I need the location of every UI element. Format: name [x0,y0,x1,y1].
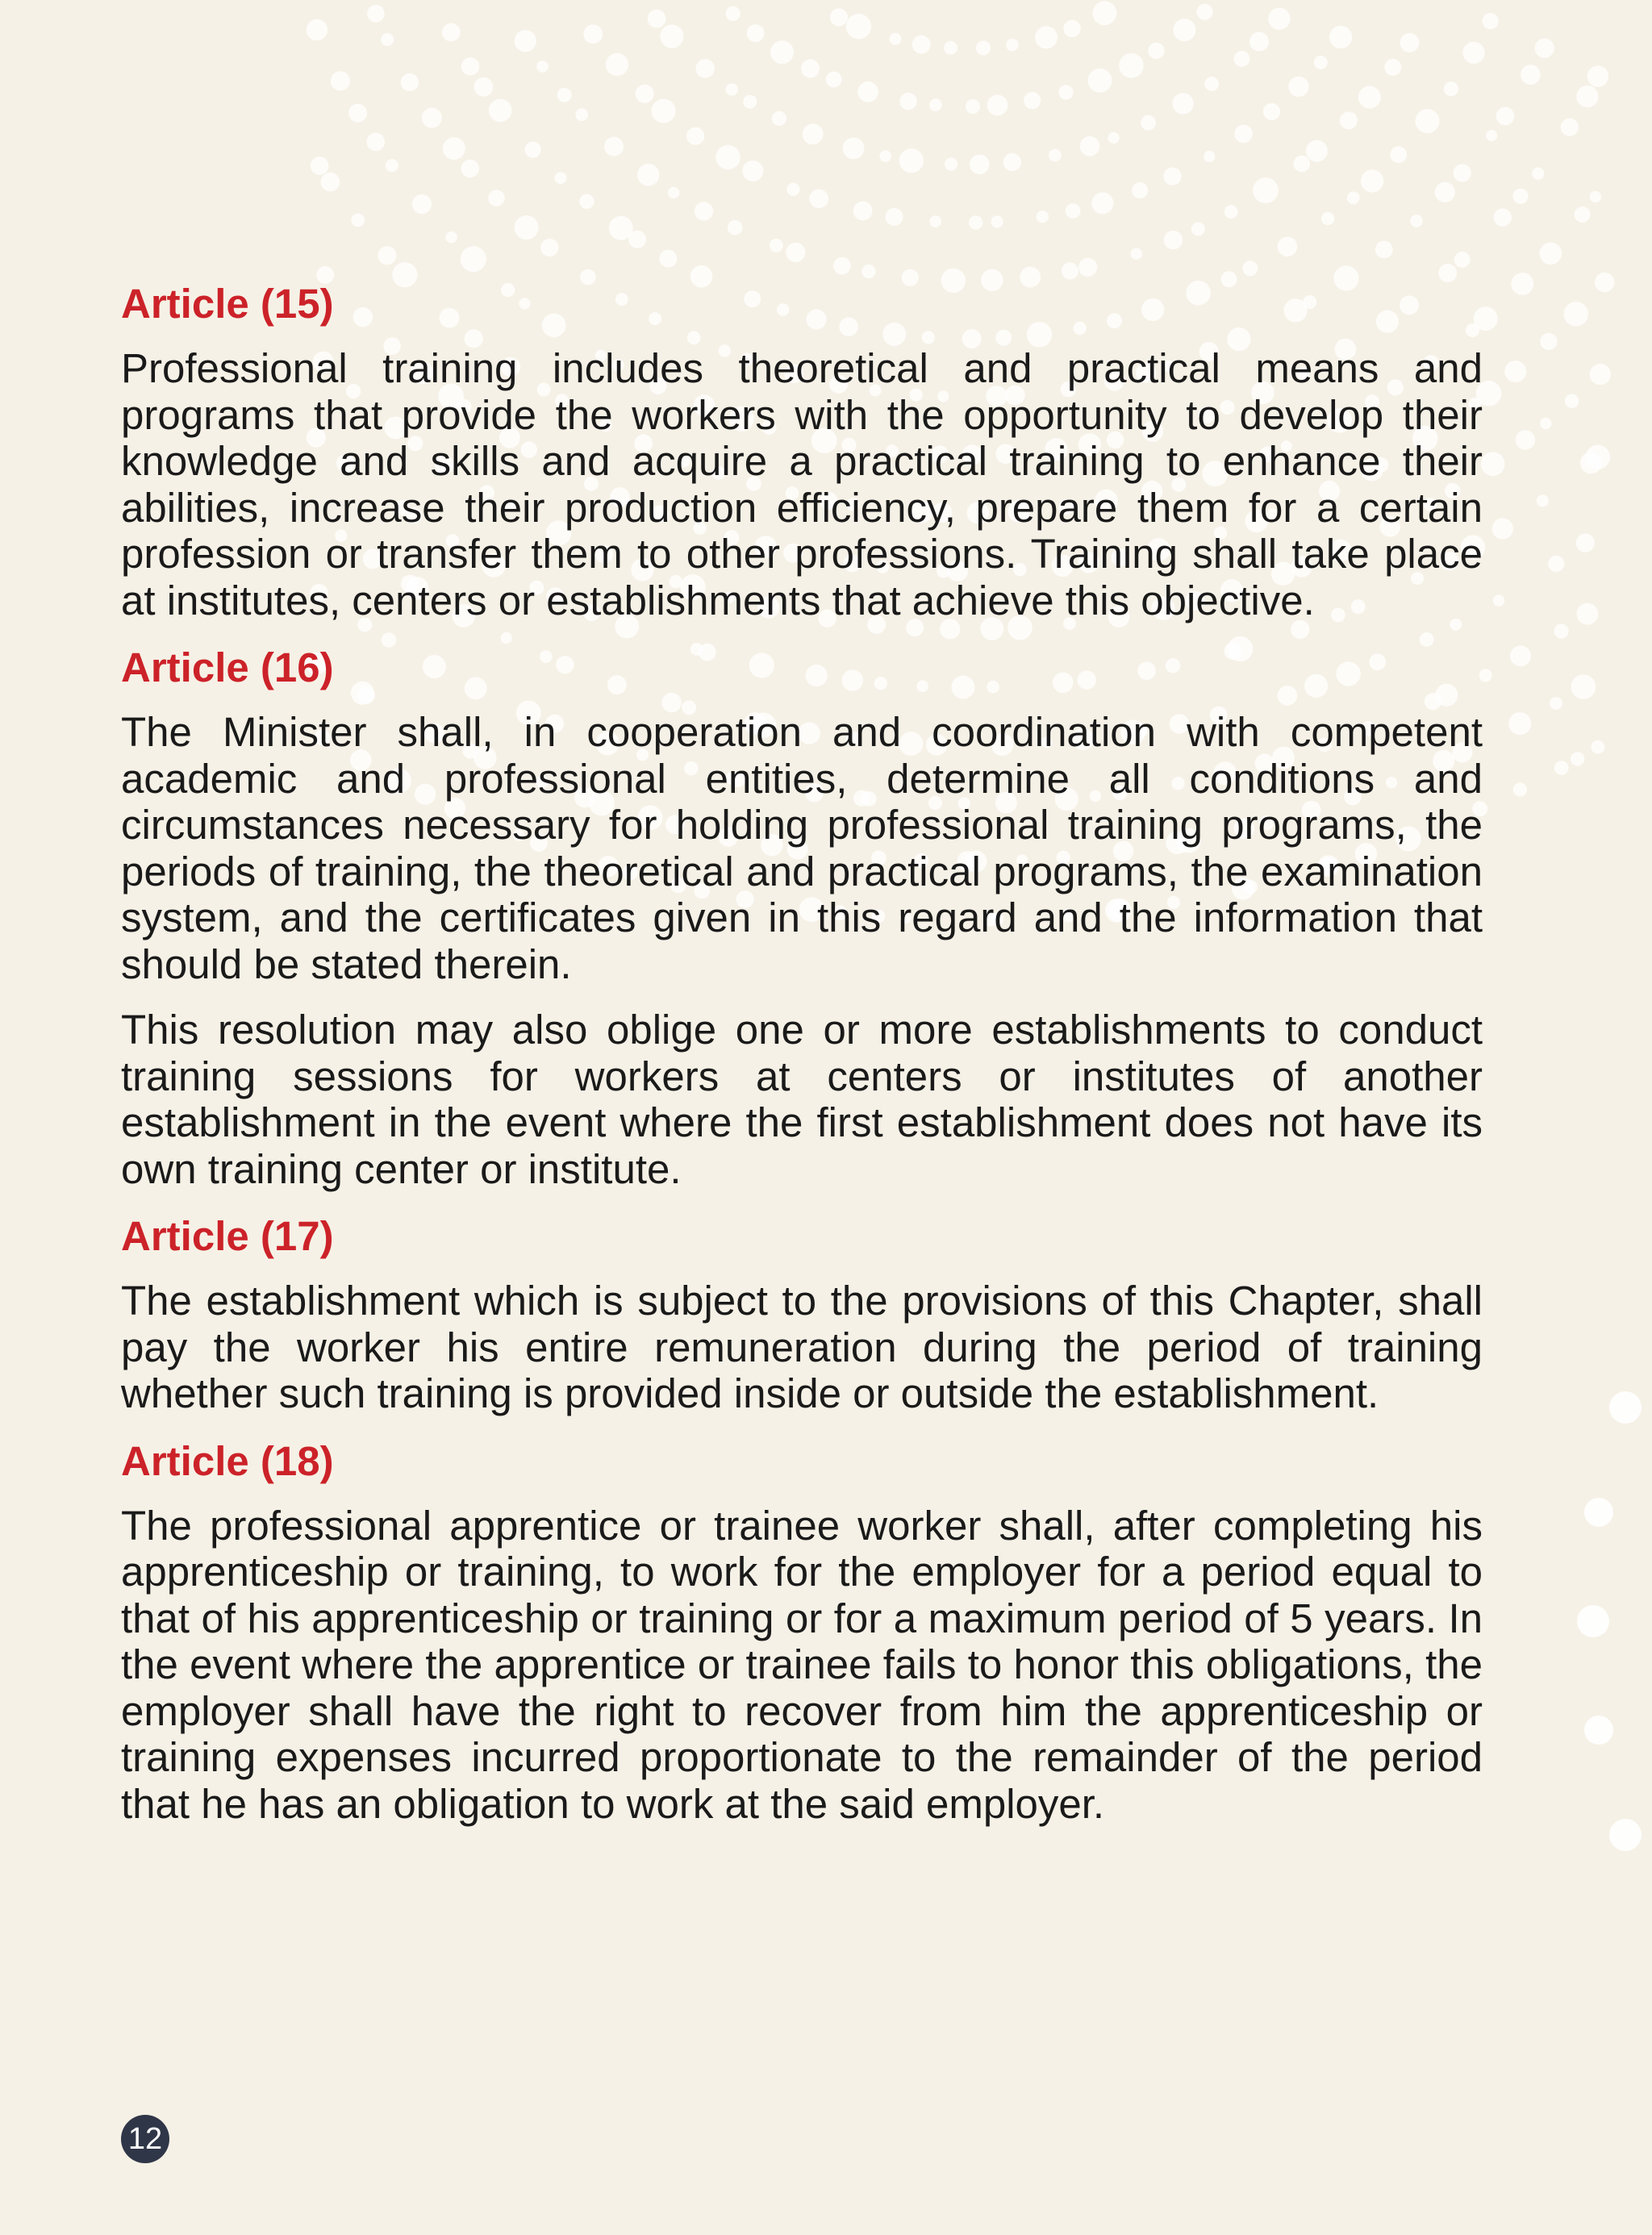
decorative-dot [351,214,365,227]
decorative-dot [912,35,931,54]
decorative-dot [1577,1605,1609,1637]
decorative-dot [515,215,539,240]
decorative-dot [1197,4,1213,20]
decorative-dot [648,10,666,28]
decorative-dot [1521,65,1541,85]
decorative-dot [1576,85,1598,107]
decorative-dot [443,137,465,160]
decorative-dot [1587,66,1608,87]
decorative-dot [1148,43,1164,59]
decorative-dot [803,123,824,144]
decorative-dot [1492,518,1513,539]
decorative-dot [367,5,385,23]
decorative-dot [1321,212,1334,225]
decorative-dot [1164,231,1183,249]
decorative-dot [1483,13,1499,29]
decorative-dot [1035,26,1058,48]
decorative-dot [525,142,541,158]
decorative-dot [1416,109,1440,133]
decorative-dot [826,72,842,88]
decorative-dot [1454,164,1471,181]
decorative-dot [461,246,486,272]
decorative-dot [726,83,738,95]
decorative-dot [540,239,558,256]
article-paragraph: The Minister shall, in cooperation and coordination with competent academic and professional entities, determine all conditions and circumstances necessary for holding professional training programs, the periods of training, the theoretical and practical programs, the examination system, and the certificates given in this regard and the information that should be stated therein. [121,709,1483,987]
article-paragraph: The professional apprentice or trainee worker shall, after completing his apprenticeship or training, to work for the employer for a period equal to that of his apprenticeship or training or for a maximum period of 5 years. In the event where the apprentice or trainee fails to honor this obligations, the employer shall have the right to recover from him the apprenticeship or training expenses incurred proportionate to the remainder of the period that he has an obligation to work at the said employer. [121,1502,1483,1827]
decorative-dot [695,202,713,220]
article-heading: Article (15) [121,281,334,327]
decorative-dot [1535,39,1554,58]
decorative-dot [1108,132,1120,144]
decorative-dot [668,187,679,198]
decorative-dot [899,148,924,173]
decorative-dot [1340,111,1358,129]
decorative-dot [348,104,367,123]
decorative-dot [1454,252,1471,268]
decorative-dot [609,216,633,240]
decorative-dot [1024,92,1041,109]
decorative-dot [1400,33,1419,52]
decorative-dot [1294,156,1311,173]
decorative-dot [686,127,704,145]
decorative-dot [1242,261,1258,276]
decorative-dot [1494,209,1512,227]
decorative-dot [442,23,461,42]
decorative-dot [604,137,624,156]
decorative-dot [1592,740,1605,754]
decorative-dot [853,202,873,221]
decorative-dot [1580,452,1602,474]
decorative-dot [311,156,329,175]
decorative-dot [422,108,442,128]
document-body [121,279,1483,1846]
decorative-dot [1486,130,1497,141]
decorative-dot [378,246,396,265]
decorative-dot [772,111,786,126]
article-heading: Article (18) [121,1437,334,1484]
decorative-dot [555,172,567,184]
decorative-dot [1078,258,1097,277]
decorative-dot [929,98,942,111]
decorative-dot [1049,149,1062,162]
decorative-dot [715,145,740,169]
decorative-dot [809,190,828,209]
article-paragraph: Professional training includes theoretical and practical means and programs that provide the workers with the opportunity to develop their knowledge and skills and acquire a practical training to enhance their abilities, increase their production efficiency, prepare them for a certain profession or transfer them to other professions. Training shall take place at institutes, centers or establishments that achieve this objective. [121,345,1483,623]
decorative-dot [1037,211,1049,223]
decorative-dot [1288,77,1308,97]
decorative-dot [1565,394,1579,408]
decorative-dot [1358,86,1381,109]
decorative-dot [846,14,871,39]
article-paragraph: The establishment which is subject to the provisions of this Chapter, shall pay the worker his entire remuneration during the period of training whether such training is provided inside or outside the establishment. [121,1278,1483,1416]
decorative-dot [1540,242,1562,265]
decorative-dot [659,250,677,268]
decorative-dot [1609,1391,1642,1424]
decorative-dot [474,77,494,97]
decorative-dot [1548,556,1564,572]
decorative-dot [801,60,820,78]
decorative-dot [1510,645,1531,666]
decorative-dot [1390,146,1407,163]
decorative-dot [786,183,799,196]
decorative-dot [1576,534,1595,552]
decorative-dot [976,40,991,55]
decorative-dot [728,220,743,236]
decorative-dot [1435,182,1455,202]
decorative-dot [331,71,350,90]
article-18 [121,1436,1483,1828]
decorative-dot [929,215,941,227]
decorative-dot [861,265,875,278]
decorative-dot [1554,623,1569,638]
decorative-dot [1172,93,1193,114]
decorative-dot [1584,1498,1613,1527]
decorative-dot [886,208,903,226]
decorative-dot [944,41,957,55]
decorative-dot [1066,203,1081,219]
decorative-dot [1511,273,1533,295]
decorative-dot [1554,761,1569,775]
decorative-dot [652,99,676,123]
decorative-dot [1590,364,1611,385]
decorative-dot [1512,189,1528,204]
decorative-dot [401,73,419,91]
decorative-dot [1444,81,1458,96]
decorative-dot [833,257,851,275]
decorative-dot [1234,51,1250,67]
decorative-dot [1577,603,1599,625]
decorative-dot [461,160,479,177]
decorative-dot [857,81,878,102]
decorative-dot [1375,241,1393,259]
decorative-dot [1173,19,1195,41]
decorative-dot [1058,85,1073,99]
decorative-dot [726,6,740,21]
decorative-dot [412,194,432,214]
decorative-dot [606,53,628,76]
decorative-dot [1504,361,1526,382]
decorative-dot [381,33,394,46]
decorative-dot [890,33,902,45]
decorative-dot [1091,192,1113,214]
decorative-dot [1493,594,1504,606]
article-heading: Article (16) [121,644,334,690]
decorative-dot [557,88,572,102]
decorative-dot [445,231,457,243]
article-17 [121,1211,1483,1417]
decorative-dot [1532,168,1544,180]
decorative-dot [1564,302,1588,326]
decorative-dot [742,161,763,181]
decorative-dot [970,155,990,175]
decorative-dot [1481,452,1505,476]
decorative-dot [1163,167,1181,185]
decorative-dot [1540,333,1557,350]
decorative-dot [488,190,504,206]
decorative-dot [367,133,386,152]
decorative-dot [1204,77,1219,91]
decorative-dot [1361,169,1383,192]
decorative-dot [1609,1819,1642,1851]
decorative-dot [1234,125,1253,144]
decorative-dot [945,158,957,171]
decorative-dot [1306,140,1328,162]
decorative-dot [461,57,479,75]
decorative-dot [637,164,659,186]
decorative-dot [1410,215,1423,227]
decorative-dot [636,85,654,103]
decorative-dot [880,150,891,161]
decorative-dot [1062,262,1078,279]
article-heading: Article (17) [121,1213,334,1259]
article-paragraph: This resolution may also oblige one or more establishments to conduct training sessions for workers at centers or institutes of another establishment in the event where the first establishment does not have its own training center or institute. [121,1007,1483,1192]
decorative-dot [1508,712,1531,735]
decorative-dot [1132,182,1148,198]
decorative-dot [515,30,536,52]
decorative-dot [1595,273,1614,292]
decorative-dot [489,99,512,123]
decorative-dot [899,93,916,110]
decorative-dot [969,215,982,229]
decorative-dot [1561,119,1579,136]
decorative-dot [1513,782,1527,796]
decorative-dot [747,24,765,42]
article-16 [121,643,1483,1192]
decorative-dot [786,243,805,262]
decorative-dot [321,173,340,192]
decorative-dot [575,108,588,121]
decorative-dot [1496,107,1515,126]
decorative-dot [583,24,603,44]
decorative-dot [830,8,848,26]
decorative-dot [695,59,715,78]
decorative-dot [1253,177,1279,203]
decorative-dot [991,215,1003,227]
decorative-dot [1384,59,1401,76]
decorative-dot [966,99,980,114]
decorative-dot [1191,222,1205,236]
decorative-dot [1263,103,1280,120]
decorative-dot [579,194,594,209]
decorative-dot [743,95,757,109]
article-15 [121,279,1483,623]
decorative-dot [1119,53,1144,78]
decorative-dot [1268,8,1290,30]
decorative-dot [1347,192,1360,205]
decorative-dot [1516,430,1535,449]
decorative-dot [1571,752,1584,765]
decorative-dot [1584,1716,1613,1745]
decorative-dot [386,159,398,172]
decorative-dot [1080,136,1100,156]
decorative-dot [1537,495,1549,507]
decorative-dot [770,239,783,252]
decorative-dot [1278,237,1298,257]
decorative-dot [1093,1,1117,25]
decorative-dot [1590,191,1601,202]
decorative-dot [1329,26,1352,48]
decorative-dot [660,24,683,48]
decorative-dot [1249,32,1269,52]
decorative-dot [1462,42,1484,64]
decorative-dot [1131,248,1142,259]
decorative-dot [1575,206,1591,223]
decorative-dot [1063,20,1080,37]
decorative-dot [1204,151,1215,162]
decorative-dot [307,19,327,40]
decorative-dot [1571,674,1596,699]
decorative-dot [987,94,1008,115]
decorative-dot [1003,153,1021,171]
decorative-dot [1141,115,1156,131]
decorative-dot [536,60,549,73]
decorative-dot [1314,56,1328,69]
decorative-dot [1550,697,1562,710]
decorative-dot [770,40,794,64]
decorative-dot [1540,418,1551,429]
decorative-dot [843,138,865,160]
page-number-badge: 12 [121,2115,169,2163]
decorative-dot [1006,39,1018,51]
decorative-dot [1088,69,1112,93]
decorative-dot [1224,205,1238,219]
